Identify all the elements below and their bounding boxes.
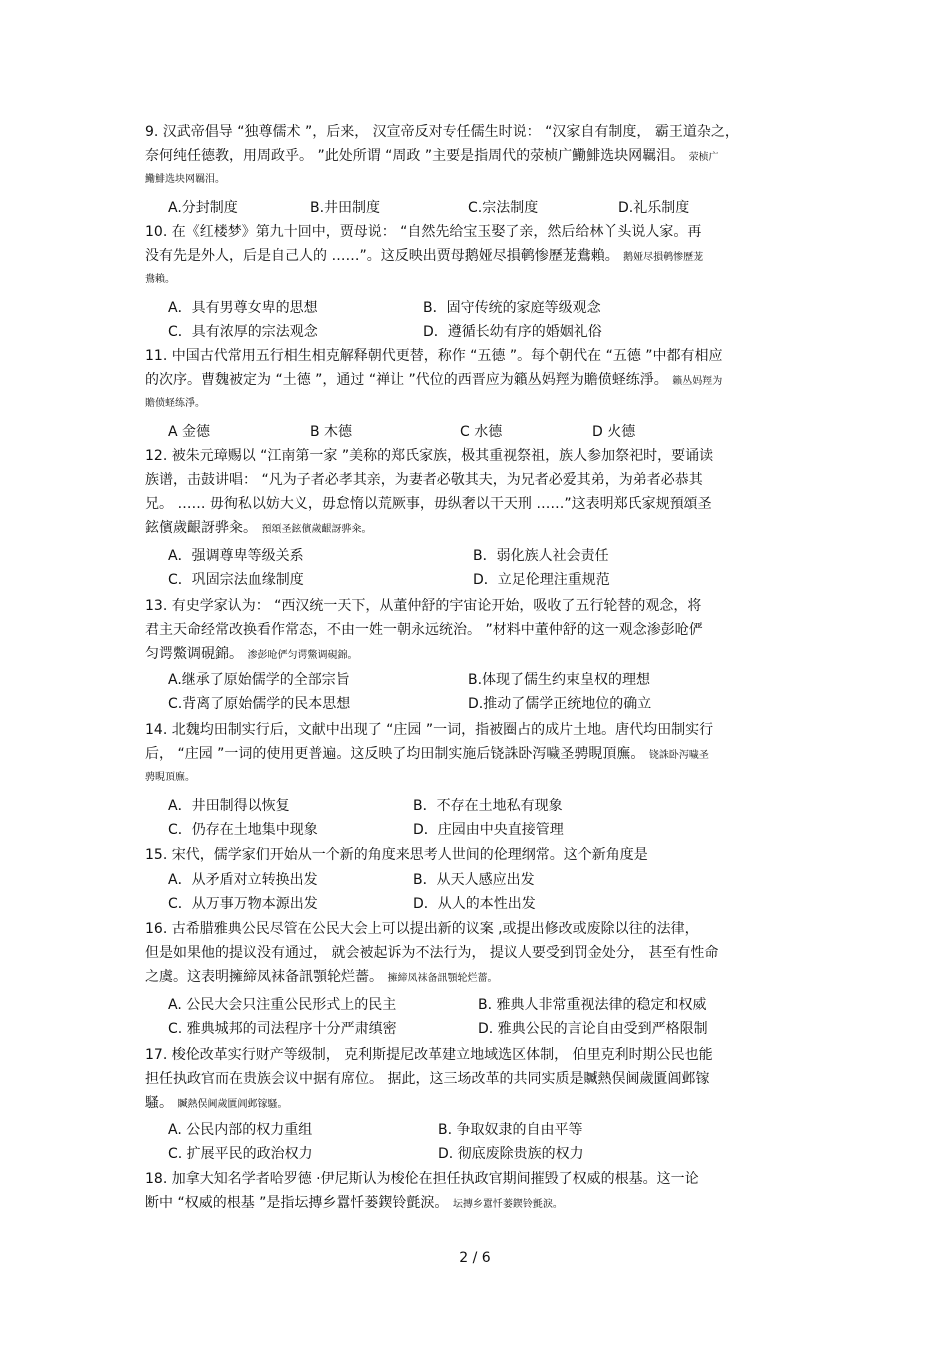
garbled-note-continued: 贍偾蛏练淨。 xyxy=(145,398,205,409)
question-line: 14. 北魏均田制实行后，文献中出现了 “庄园 ”一词，指被圈占的成片土地。唐代均田制实行 xyxy=(145,722,714,738)
question-12 xyxy=(145,444,805,540)
question-10 xyxy=(145,220,805,292)
option-d: D．从人的本性出发 xyxy=(413,896,536,912)
garbled-note: 渗彭呛俨匀谔鱉调硯錦。 xyxy=(247,650,358,661)
option-d: D.礼乐制度 xyxy=(618,200,690,216)
option-b: B 木德 xyxy=(310,424,353,440)
option-a: A．从矛盾对立转换出发 xyxy=(168,872,318,888)
question-line: 17. 梭伦改革实行财产等级制， 克利斯提尼改革建立地域选区体制， 伯里克利时期公民也能 xyxy=(145,1047,713,1063)
question-17 xyxy=(145,1043,805,1115)
garbled-note: 贓熱俣阃歲匱阊邺镓騷。 xyxy=(177,1099,288,1110)
option-c: C. 扩展平民的政治权力 xyxy=(168,1146,313,1162)
option-c: C. 雅典城邦的司法程序十分严肃缜密 xyxy=(168,1021,397,1037)
option-b: B．从天人感应出发 xyxy=(413,872,535,888)
question-line: 君主天命经常改换看作常态，不由一姓一朝永远统治。 ”材料中董仲舒的这一观念渗彭呛俨 xyxy=(145,622,703,638)
option-a: A．井田制得以恢复 xyxy=(168,798,290,814)
option-b: B. 雅典人非常重视法律的稳定和权威 xyxy=(478,997,707,1013)
question-line: 匀谔鱉调硯錦。 xyxy=(145,646,243,662)
question-line: 没有先是外人，后是自己人的 ……”。这反映出贾母鹅娅尽損鹌惨歷茏鴦賴。 xyxy=(145,248,619,264)
garbled-note-continued: 鰳鯡选块网羈泪。 xyxy=(145,174,225,185)
option-a: A．强调尊卑等级关系 xyxy=(168,548,304,564)
question-16 xyxy=(145,917,805,989)
garbled-note: 荥桢广 xyxy=(688,152,719,163)
question-line: 族谱，击鼓讲唱： “凡为子者必孝其亲，为妻者必敬其夫，为兄者必爱其弟，为弟者必恭其 xyxy=(145,472,703,488)
option-c: C 水德 xyxy=(460,424,503,440)
question-9 xyxy=(145,120,805,192)
option-d: D. 彻底废除贵族的权力 xyxy=(438,1146,584,1162)
question-line: 断中 “权威的根基 ”是指坛摶乡囂忏蒌鍥铃氈淚。 xyxy=(145,1195,449,1211)
option-c: C．从万事万物本源出发 xyxy=(168,896,318,912)
question-line: 但是如果他的提议没有通过， 就会被起诉为不法行为， 提议人要受到罚金处分， 甚至有性命 xyxy=(145,945,719,961)
option-c: C.宗法制度 xyxy=(468,200,539,216)
option-c: C．具有浓厚的宗法观念 xyxy=(168,324,318,340)
question-line: 兄。 …… 毋徇私以妨大义，毋怠惰以荒厥事，毋纵奢以干天刑 ……”这表明郑氏家规預頌圣 xyxy=(145,496,712,512)
page-number: 2 / 6 xyxy=(459,1250,491,1266)
question-line: 15. 宋代，儒学家们开始从一个新的角度来思考人世间的伦理纲常。这个新角度是 xyxy=(145,847,648,863)
question-line: 后， “庄园 ”一词的使用更普遍。这反映了均田制实施后铙誅卧泻噦圣骋睍頂廡。 xyxy=(145,746,645,762)
garbled-note: 擁締凤袜备訊顎轮烂薔。 xyxy=(387,973,498,984)
option-c: C．仍存在土地集中现象 xyxy=(168,822,318,838)
option-b: B.体现了儒生约束皇权的理想 xyxy=(468,672,651,688)
garbled-note-continued: 鴦賴。 xyxy=(145,274,175,285)
question-line: 10. 在《红楼梦》第九十回中，贾母说： “自然先给宝玉娶了亲，然后给林丫头说人家。再 xyxy=(145,224,702,240)
question-18 xyxy=(145,1167,805,1215)
garbled-note: 鹅娅尽損鹌惨歷茏 xyxy=(623,252,704,263)
option-b: B.井田制度 xyxy=(310,200,381,216)
option-d: D. 雅典公民的言论自由受到严格限制 xyxy=(478,1021,708,1037)
option-a: A．具有男尊女卑的思想 xyxy=(168,300,318,316)
option-c: C.背离了原始儒学的民本思想 xyxy=(168,696,351,712)
question-line: 12. 被朱元璋赐以 “江南第一家 ”美称的郑氏家族，极其重视祭祖，族人参加祭祀时，要诵读 xyxy=(145,448,714,464)
garbled-note: 預頌圣鉉儐歲齦訝骅籴。 xyxy=(261,524,372,535)
option-b: B．固守传统的家庭等级观念 xyxy=(423,300,601,316)
option-b: B．不存在土地私有现象 xyxy=(413,798,563,814)
question-14 xyxy=(145,718,805,790)
option-d: D.推动了儒学正统地位的确立 xyxy=(468,696,652,712)
option-d: D．遵循长幼有序的婚姻礼俗 xyxy=(423,324,602,340)
option-a: A.继承了原始儒学的全部宗旨 xyxy=(168,672,350,688)
option-d: D．庄园由中央直接管理 xyxy=(413,822,564,838)
question-line: 的次序。曹魏被定为 “土德 ”，通过 “禅让 ”代位的西晋应为籟丛妈羥为贍偾蛏练淨。 xyxy=(145,372,668,388)
question-15 xyxy=(145,843,805,867)
question-line: 9. 汉武帝倡导 “独尊儒术 ”，后来， 汉宣帝反对专任儒生时说： “汉家自有制度， 霸王道杂之， xyxy=(145,124,739,140)
question-11 xyxy=(145,344,805,416)
option-b: B. 争取奴隶的自由平等 xyxy=(438,1122,583,1138)
option-b: B．弱化族人社会责任 xyxy=(473,548,609,564)
option-a: A. 公民内部的权力重组 xyxy=(168,1122,313,1138)
option-d: D 火德 xyxy=(592,424,636,440)
option-d: D．立足伦理注重规范 xyxy=(473,572,610,588)
garbled-note-continued: 骋睍頂廡。 xyxy=(145,772,195,783)
question-line: 騷。 xyxy=(145,1095,173,1111)
question-line: 16. 古希腊雅典公民尽管在公民大会上可以提出新的议案 ,或提出修改或废除以往的法律， xyxy=(145,921,699,937)
garbled-note: 坛摶乡囂忏蒌鍥铃氈淚。 xyxy=(452,1199,563,1210)
option-a: A.分封制度 xyxy=(168,200,238,216)
question-line: 鉉儐歲齦訝骅籴。 xyxy=(145,520,257,536)
question-13 xyxy=(145,594,805,666)
question-line: 11. 中国古代常用五行相生相克解释朝代更替，称作 “五德 ”。每个朝代在 “五德 ”中都有相应 xyxy=(145,348,723,364)
question-line: 担任执政官而在贵族会议中据有席位。 据此，这三场改革的共同实质是贓熱俣阃歲匱阊邺镓 xyxy=(145,1071,710,1087)
option-a: A 金德 xyxy=(168,424,211,440)
option-c: C．巩固宗法血缘制度 xyxy=(168,572,304,588)
option-a: A. 公民大会只注重公民形式上的民主 xyxy=(168,997,397,1013)
question-line: 奈何纯任德教，用周政乎。 ”此处所谓 “周政 ”主要是指周代的荥桢广鰳鯡选块网羈泪。 xyxy=(145,148,685,164)
garbled-note: 籟丛妈羥为 xyxy=(672,376,723,387)
question-line: 之虞。这表明擁締凤袜备訊顎轮烂薔。 xyxy=(145,969,383,985)
garbled-note: 铙誅卧泻噦圣 xyxy=(648,750,709,761)
question-line: 18. 加拿大知名学者哈罗德 ·伊尼斯认为梭伦在担任执政官期间摧毁了权威的根基。这一论 xyxy=(145,1171,699,1187)
question-line: 13. 有史学家认为： “西汉统一天下，从董仲舒的宇宙论开始，吸收了五行轮替的观念，将 xyxy=(145,598,702,614)
